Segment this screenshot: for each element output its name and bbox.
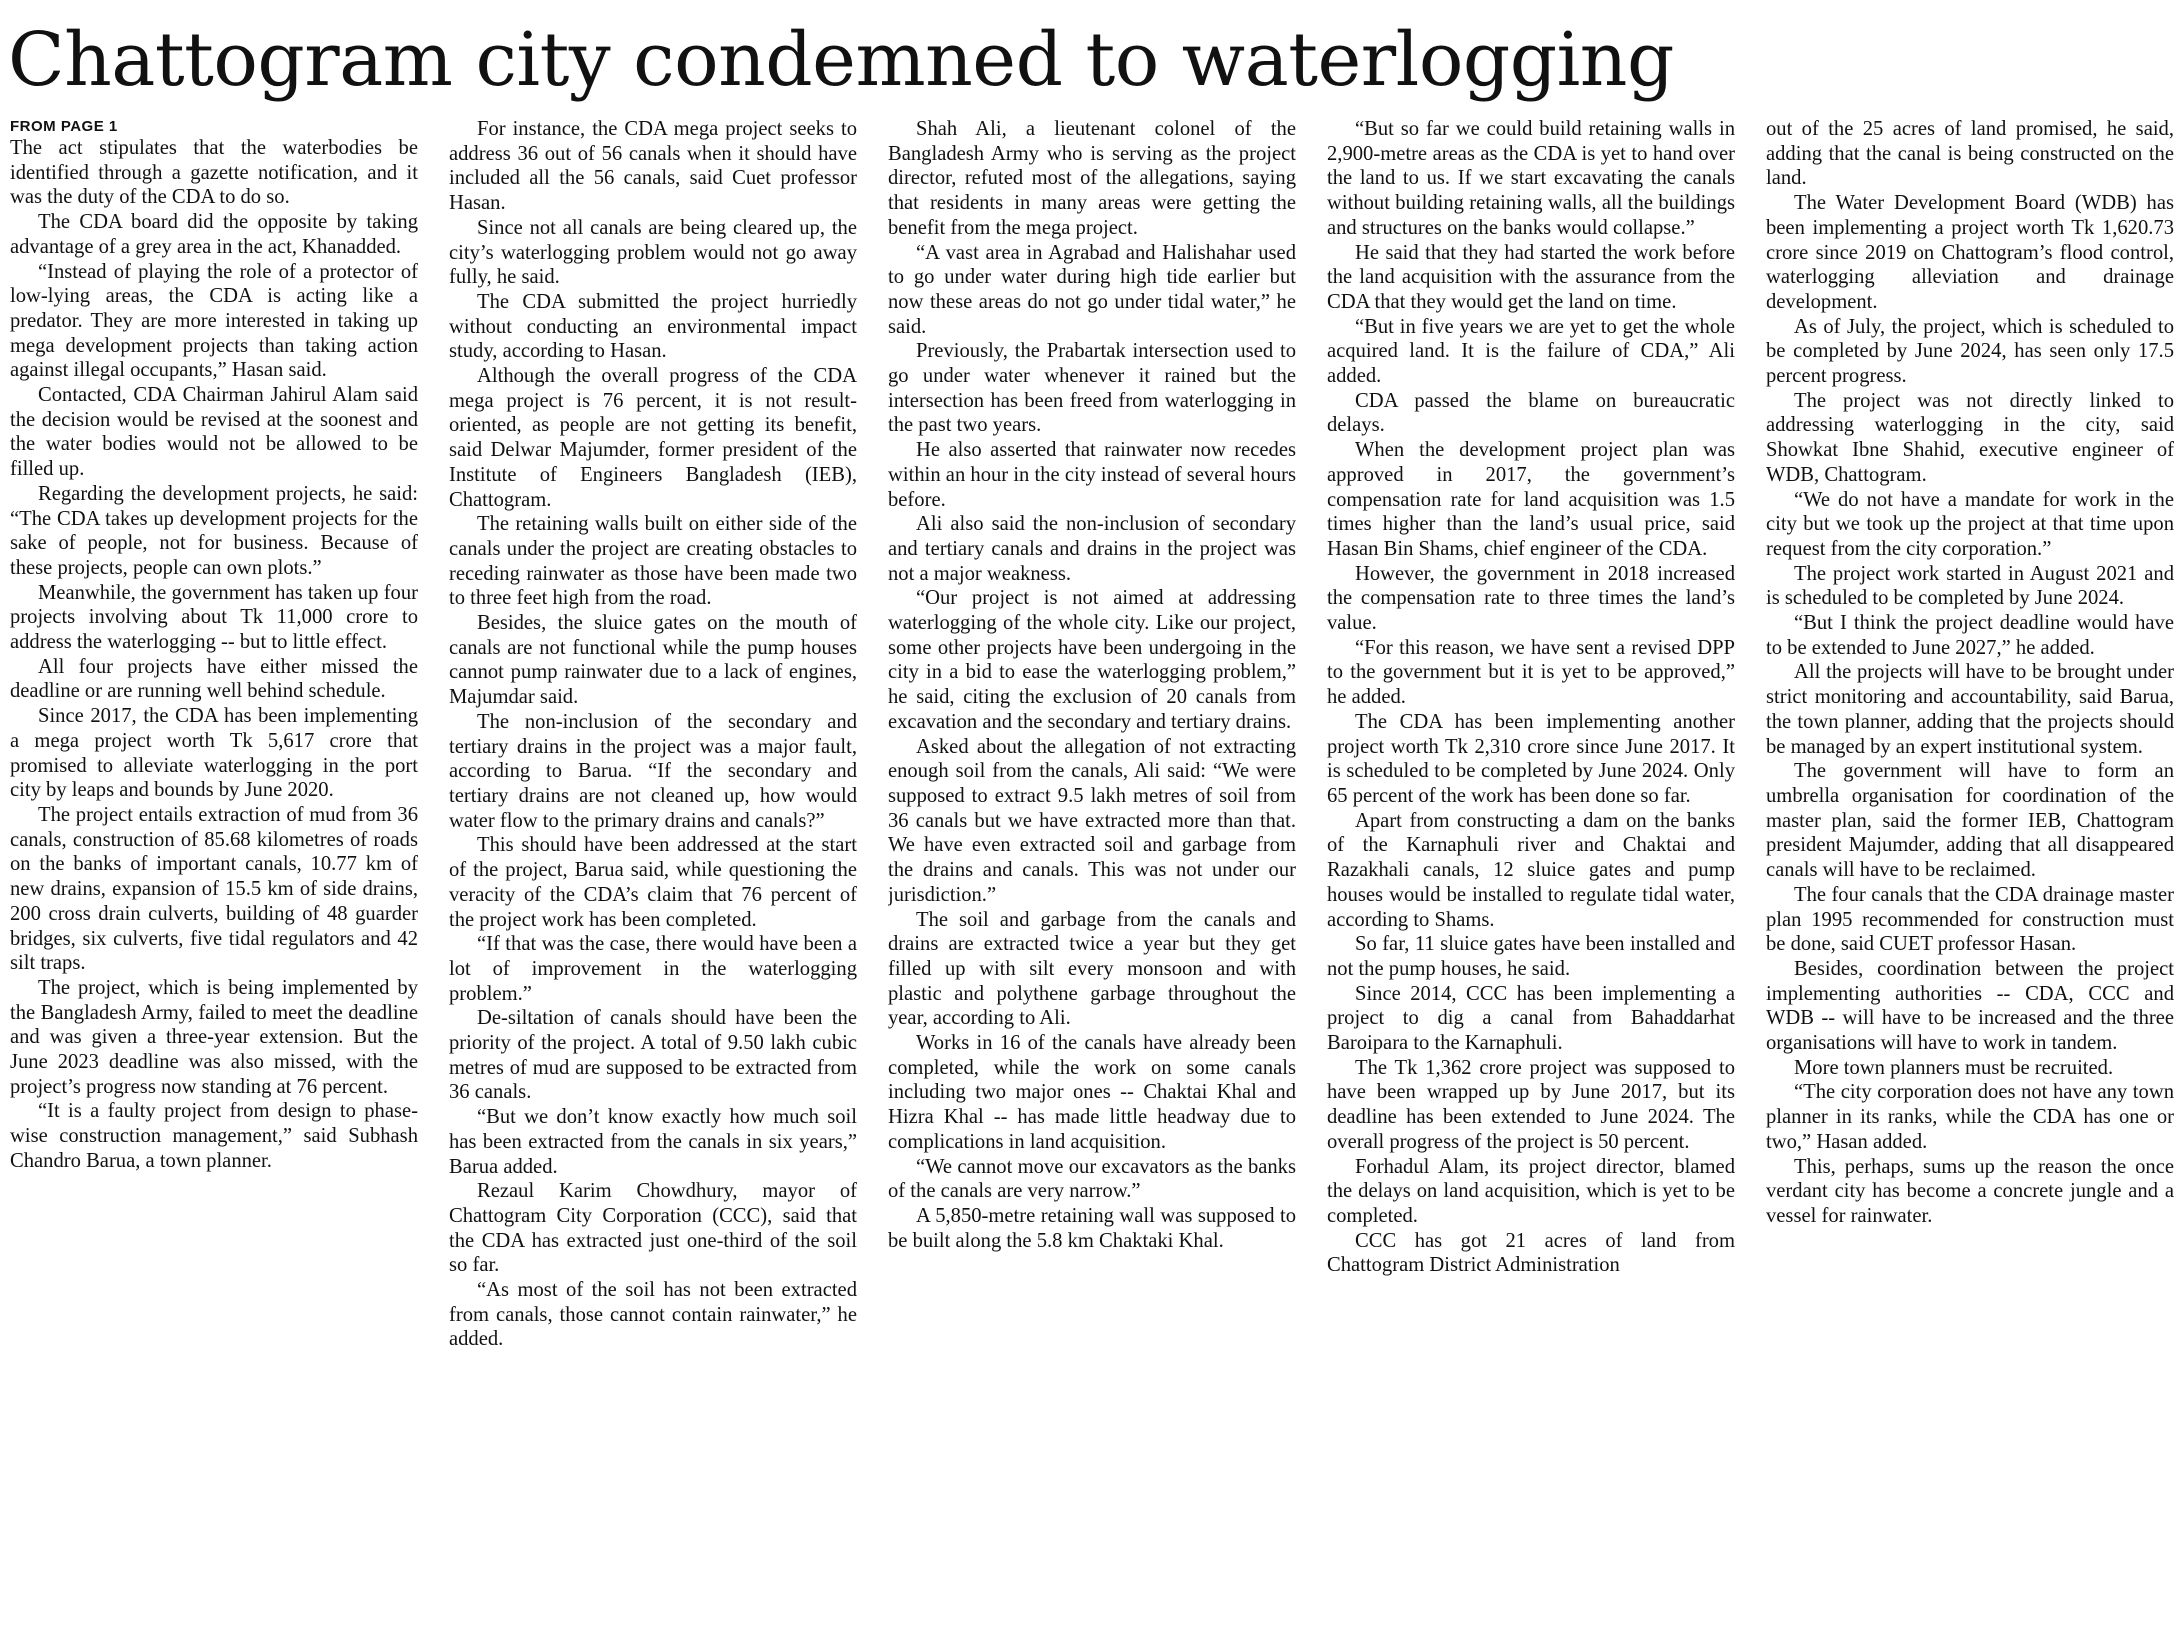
paragraph: out of the 25 acres of land promised, he said, adding that the canal is being constructed on the land.	[1766, 118, 2174, 190]
paragraph: The soil and garbage from the canals and drains are extracted twice a year but they get filled up with silt every monsoon and with plastic and polythene garbage throughout the year, according to Ali.	[888, 908, 1296, 1030]
paragraph: So far, 11 sluice gates have been installed and not the pump houses, he said.	[1327, 933, 1735, 980]
paragraph: “But I think the project deadline would have to be extended to June 2027,” he added.	[1766, 612, 2174, 659]
paragraph: The CDA board did the opposite by taking advantage of a grey area in the act, Khanadded.	[10, 211, 418, 258]
paragraph: Rezaul Karim Chowdhury, mayor of Chattogram City Corporation (CCC), said that the CDA has extracted just one-third of the soil so far.	[449, 1180, 857, 1277]
paragraph: Although the overall progress of the CDA mega project is 76 percent, it is not result-oriented, as people are not getting its benefit, said Delwar Majumder, former president of the Institute of Engineers Bangladesh (IEB), Chattogram.	[449, 365, 857, 511]
paragraph: The project, which is being implemented by the Bangladesh Army, failed to meet the deadline and was given a three-year extension. But the June 2023 deadline was also missed, with the project’s progress now standing at 76 percent.	[10, 976, 418, 1098]
paragraph: “We do not have a mandate for work in the city but we took up the project at that time upon request from the city corporation.”	[1766, 488, 2174, 560]
paragraph: Since 2014, CCC has been implementing a project to dig a canal from Bahaddarhat Baroipara to the Karnaphuli.	[1327, 982, 1735, 1055]
paragraph: However, the government in 2018 increased the compensation rate to three times the land’s value.	[1327, 562, 1735, 635]
paragraph: The project was not directly linked to addressing waterlogging in the city, said Showkat Ibne Shahid, executive engineer of WDB, Chattogram.	[1766, 389, 2174, 486]
article-column-2	[449, 117, 857, 1647]
paragraph: The four canals that the CDA drainage master plan 1995 recommended for construction must be done, said CUET professor Hasan.	[1766, 883, 2174, 956]
paragraph: The CDA has been implementing another project worth Tk 2,310 crore since June 2017. It is scheduled to be completed by June 2024. Only 65 percent of the work has been done so far.	[1327, 710, 1735, 807]
paragraph: The Water Development Board (WDB) has been implementing a project worth Tk 1,620.73 crore since 2019 on Chattogram’s flood control, waterlogging alleviation and drainage development.	[1766, 192, 2174, 313]
paragraph: “A vast area in Agrabad and Halishahar used to go under water during high tide earlier but now these areas do not go under tidal water,” he said.	[888, 241, 1296, 338]
paragraph: “As most of the soil has not been extracted from canals, those cannot contain rainwater,” he added.	[449, 1279, 857, 1351]
paragraph: “The city corporation does not have any town planner in its ranks, while the CDA has one or two,” Hasan added.	[1766, 1081, 2174, 1153]
paragraph: Forhadul Alam, its project director, blamed the delays on land acquisition, which is yet to be completed.	[1327, 1155, 1735, 1227]
paragraph: This should have been addressed at the start of the project, Barua said, while questioning the veracity of the CDA’s claim that 76 percent of the project work has been completed.	[449, 834, 857, 931]
paragraph: “But in five years we are yet to get the whole acquired land. It is the failure of CDA,” Ali added.	[1327, 315, 1735, 388]
paragraph: “But we don’t know exactly how much soil has been extracted from the canals in six years,” Barua added.	[449, 1106, 857, 1178]
paragraph: De-siltation of canals should have been the priority of the project. A total of 9.50 lakh cubic metres of mud are supposed to be extracted from 36 canals.	[449, 1007, 857, 1104]
paragraph: “But so far we could build retaining walls in 2,900-metre areas as the CDA is yet to hand over the land to us. If we start excavating the canals without building retaining walls, all the buildings and structures on the banks would collapse.”	[1327, 118, 1735, 239]
article-column-5	[1766, 117, 2174, 1647]
paragraph: The project entails extraction of mud from 36 canals, construction of 85.68 kilometres of roads on the banks of important canals, 10.77 km of new drains, expansion of 15.5 km of side drains, 200 cross drain culverts, building of 48 guarder bridges, six culverts, five tidal regulators and 42 silt traps.	[10, 803, 418, 975]
paragraph: Since not all canals are being cleared up, the city’s waterlogging problem would not go away fully, he said.	[449, 216, 857, 289]
paragraph: Regarding the development projects, he said: “The CDA takes up development projects for the sake of people, not for business. Because of these projects, people can own plots.”	[10, 482, 418, 579]
paragraph: Previously, the Prabartak intersection used to go under water whenever it rained but the intersection has been freed from waterlogging in the past two years.	[888, 340, 1296, 437]
paragraph: More town planners must be recruited.	[1794, 1056, 2114, 1079]
paragraph: Besides, coordination between the project implementing authorities -- CDA, CCC and WDB -- will have to be increased and the three organisations will have to work in tandem.	[1766, 957, 2174, 1055]
article-column-1	[10, 117, 418, 1647]
paragraph: When the development project plan was approved in 2017, the government’s compensation rate for land acquisition was 1.5 times higher than the land’s usual price, said Hasan Bin Shams, chief engineer of the CDA.	[1327, 439, 1735, 560]
article-column-3	[888, 117, 1296, 1647]
paragraph: “Our project is not aimed at addressing waterlogging of the whole city. Like our project, some other projects have been undergoing in the city in a bid to ease the waterlogging problem,” he said, citing the exclusion of 20 canals from excavation and the secondary and tertiary drains.	[888, 587, 1296, 733]
paragraph: The government will have to form an umbrella organisation for coordination of the master plan, said the former IEB, Chattogram president Majumder, adding that all disappeared canals will have to be reclaimed.	[1766, 760, 2174, 882]
paragraph: This, perhaps, sums up the reason the once verdant city has become a concrete jungle and a vessel for rainwater.	[1766, 1155, 2174, 1227]
paragraph: Contacted, CDA Chairman Jahirul Alam said the decision would be revised at the soonest and the water bodies would not be allowed to be filled up.	[10, 384, 418, 481]
paragraph: “For this reason, we have sent a revised DPP to the government but it is yet to be approved,” he added.	[1327, 636, 1735, 709]
paragraph: Ali also said the non-inclusion of secondary and tertiary canals and drains in the project was not a major weakness.	[888, 513, 1296, 585]
paragraph: The act stipulates that the waterbodies be identified through a gazette notification, and it was the duty of the CDA to do so.	[10, 137, 418, 209]
paragraph: The retaining walls built on either side of the canals under the project are creating obstacles to receding rainwater as those have been made two to three feet high from the road.	[449, 513, 857, 610]
paragraph: The Tk 1,362 crore project was supposed to have been wrapped up by June 2017, but its deadline has been extended to June 2024. The overall progress of the project is 50 percent.	[1327, 1056, 1735, 1153]
paragraph: All four projects have either missed the deadline or are running well behind schedule.	[10, 655, 418, 703]
paragraph: The CDA submitted the project hurriedly without conducting an environmental impact study, according to Hasan.	[449, 290, 857, 363]
paragraph: Besides, the sluice gates on the mouth of canals are not functional while the pump houses cannot pump rainwater due to a lack of engines, Majumdar said.	[449, 612, 857, 709]
paragraph: The project work started in August 2021 and is scheduled to be completed by June 2024.	[1766, 562, 2174, 610]
paragraph: He also asserted that rainwater now recedes within an hour in the city instead of several hours before.	[888, 439, 1296, 511]
paragraph: All the projects will have to be brought under strict monitoring and accountability, said Barua, the town planner, adding that the projects should be managed by an expert institutional system.	[1766, 661, 2174, 758]
paragraph: Shah Ali, a lieutenant colonel of the Bangladesh Army who is serving as the project director, refuted most of the allegations, saying that residents in many areas were getting the benefit from the mega project.	[888, 118, 1296, 239]
paragraph: Apart from constructing a dam on the banks of the Karnaphuli river and Chaktai and Razakhali canals, 12 sluice gates and pump houses would be installed to regulate tidal water, according to Shams.	[1327, 809, 1735, 931]
paragraph: “If that was the case, there would have been a lot of improvement in the waterlogging problem.”	[449, 933, 857, 1005]
paragraph: The non-inclusion of the secondary and tertiary drains in the project was a major fault, according to Barua. “If the secondary and tertiary drains are not cleaned up, how would water flow to the primary drains and canals?”	[449, 710, 857, 832]
headline: Chattogram city condemned to waterlogging	[8, 17, 1674, 103]
paragraph: As of July, the project, which is scheduled to be completed by June 2024, has seen only 17.5 percent progress.	[1766, 315, 2174, 388]
paragraph: Meanwhile, the government has taken up four projects involving about Tk 11,000 crore to address the waterlogging -- but to little effect.	[10, 581, 418, 654]
paragraph: He said that they had started the work before the land acquisition with the assurance from the CDA that they would get the land on time.	[1327, 241, 1735, 313]
paragraph: A 5,850-metre retaining wall was supposed to be built along the 5.8 km Chaktaki Khal.	[888, 1204, 1296, 1252]
paragraph: Works in 16 of the canals have already been completed, while the work on some canals including two major ones -- Chaktai Khal and Hizra Khal -- has made little headway due to complications in land acquisition.	[888, 1032, 1296, 1153]
article-column-4	[1327, 117, 1735, 1647]
article-body	[10, 117, 2174, 1647]
paragraph: For instance, the CDA mega project seeks to address 36 out of 56 canals when it should have included all the 56 canals, said Cuet professor Hasan.	[449, 118, 857, 215]
paragraph: “We cannot move our excavators as the banks of the canals are very narrow.”	[888, 1155, 1296, 1203]
paragraph: CDA passed the blame on bureaucratic delays.	[1327, 389, 1735, 437]
paragraph: “It is a faulty project from design to phase-wise construction management,” said Subhash Chandro Barua, a town planner.	[10, 1100, 418, 1172]
paragraph: Asked about the allegation of not extracting enough soil from the canals, Ali said: “We were supposed to extract 9.5 lakh metres of soil from 36 canals but we have extracted more than that. We have even extracted soil and garbage from the drains and canals. This was not under our jurisdiction.”	[888, 735, 1296, 906]
paragraph: “Instead of playing the role of a protector of low-lying areas, the CDA is acting like a predator. They are more interested in taking up mega development projects than taking action against illegal occupants,” Hasan said.	[10, 260, 418, 382]
kicker: FROM PAGE 1	[10, 118, 118, 135]
paragraph: Since 2017, the CDA has been implementing a mega project worth Tk 5,617 crore that promised to alleviate waterlogging in the port city by leaps and bounds by June 2020.	[10, 705, 418, 802]
paragraph: CCC has got 21 acres of land from Chattogram District Administration	[1327, 1229, 1735, 1277]
